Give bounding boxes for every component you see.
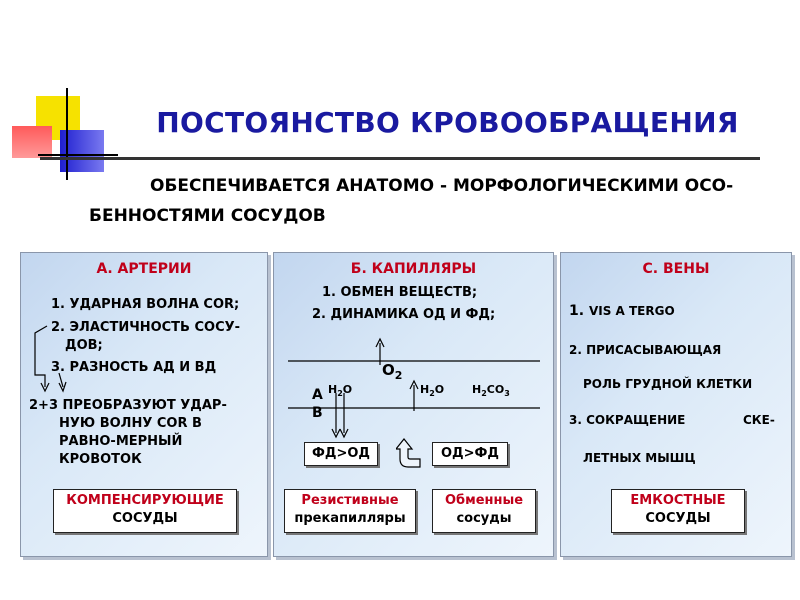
capacitive-label: ЕМКОСТНЫЕ <box>630 493 726 508</box>
resistive-precapillaries-box <box>284 489 416 533</box>
exchange-vessels-label: сосуды <box>456 511 512 526</box>
v-label: В <box>312 405 323 421</box>
capillaries-header: Б. КАПИЛЛЯРЫ <box>350 261 477 277</box>
subtitle-line-1: ОБЕСПЕЧИВАЕТСЯ АНАТОМО - МОРФОЛОГИЧЕСКИМИ ОСО- <box>150 176 734 196</box>
title-divider <box>40 157 760 160</box>
veins-item-2b: РОЛЬ ГРУДНОЙ КЛЕТКИ <box>583 377 753 391</box>
capillaries-item-1: 1. ОБМЕН ВЕЩЕСТВ; <box>322 285 478 300</box>
logo-horizontal-line <box>38 154 118 156</box>
veins-item-1: 1. VIS A TERGO <box>569 303 675 319</box>
arteries-item-2a: 2. ЭЛАСТИЧНОСТЬ СОСУ- <box>51 320 241 335</box>
arteries-item-1: 1. УДАРНАЯ ВОЛНА COR; <box>51 297 240 312</box>
capacitive-vessels-box <box>611 489 745 533</box>
curved-arrow-icon <box>396 437 430 471</box>
h2o-mid-label: $H_2O$ <box>420 383 445 399</box>
arteries-bracket-arrows <box>21 253 267 413</box>
veins-item-3b: СКЕ- <box>743 413 775 427</box>
capillaries-panel <box>273 252 554 557</box>
veins-item-3a: 3. СОКРАЩЕНИЕ <box>569 413 686 427</box>
capillaries-item-2: 2. ДИНАМИКА ОД И ФД; <box>312 307 496 322</box>
precapillaries-label: прекапилляры <box>294 511 406 526</box>
arteries-item-2b: ДОВ; <box>65 338 103 353</box>
compensating-label: КОМПЕНСИРУЮЩИЕ <box>66 493 224 508</box>
exchange-label: Обменные <box>444 493 524 508</box>
o2-label: $O_2$ <box>382 361 403 382</box>
veins-header: С. ВЕНЫ <box>642 261 710 277</box>
veins-item-3c: ЛЕТНЫХ МЫШЦ <box>583 451 696 465</box>
resistive-label: Резистивные <box>301 493 399 508</box>
h2o-left-label: $H_2O$ <box>328 383 353 399</box>
compensating-vessels-box <box>53 489 237 533</box>
veins-item-2a: 2. ПРИСАСЫВАЮЩАЯ <box>569 343 722 357</box>
veins-panel <box>560 252 792 557</box>
od-greater-fd-box: ОД>ФД <box>432 442 508 466</box>
subtitle-line-2: БЕННОСТЯМИ СОСУДОВ <box>89 206 326 226</box>
arteries-panel <box>20 252 268 557</box>
arteries-note-3: РАВНО-МЕРНЫЙ <box>59 434 183 449</box>
a-label: А <box>312 387 323 403</box>
arteries-item-3: 3. РАЗНОСТЬ АД И ВД <box>51 360 217 375</box>
vessels-label: СОСУДЫ <box>112 511 178 526</box>
exchange-vessels-box <box>432 489 536 533</box>
page-title: ПОСТОЯНСТВО КРОВООБРАЩЕНИЯ <box>156 106 739 139</box>
fd-greater-od-box: ФД>ОД <box>304 442 378 466</box>
arteries-note-4: КРОВОТОК <box>59 452 142 467</box>
arteries-note-2: НУЮ ВОЛНУ COR В <box>59 416 202 431</box>
h2co3-label: $H_2CO_3$ <box>472 383 510 399</box>
arteries-header: А. АРТЕРИИ <box>96 261 192 277</box>
capacitive-vessels-label: СОСУДЫ <box>645 511 711 526</box>
arteries-note-1: 2+3 ПРЕОБРАЗУЮТ УДАР- <box>29 398 227 413</box>
